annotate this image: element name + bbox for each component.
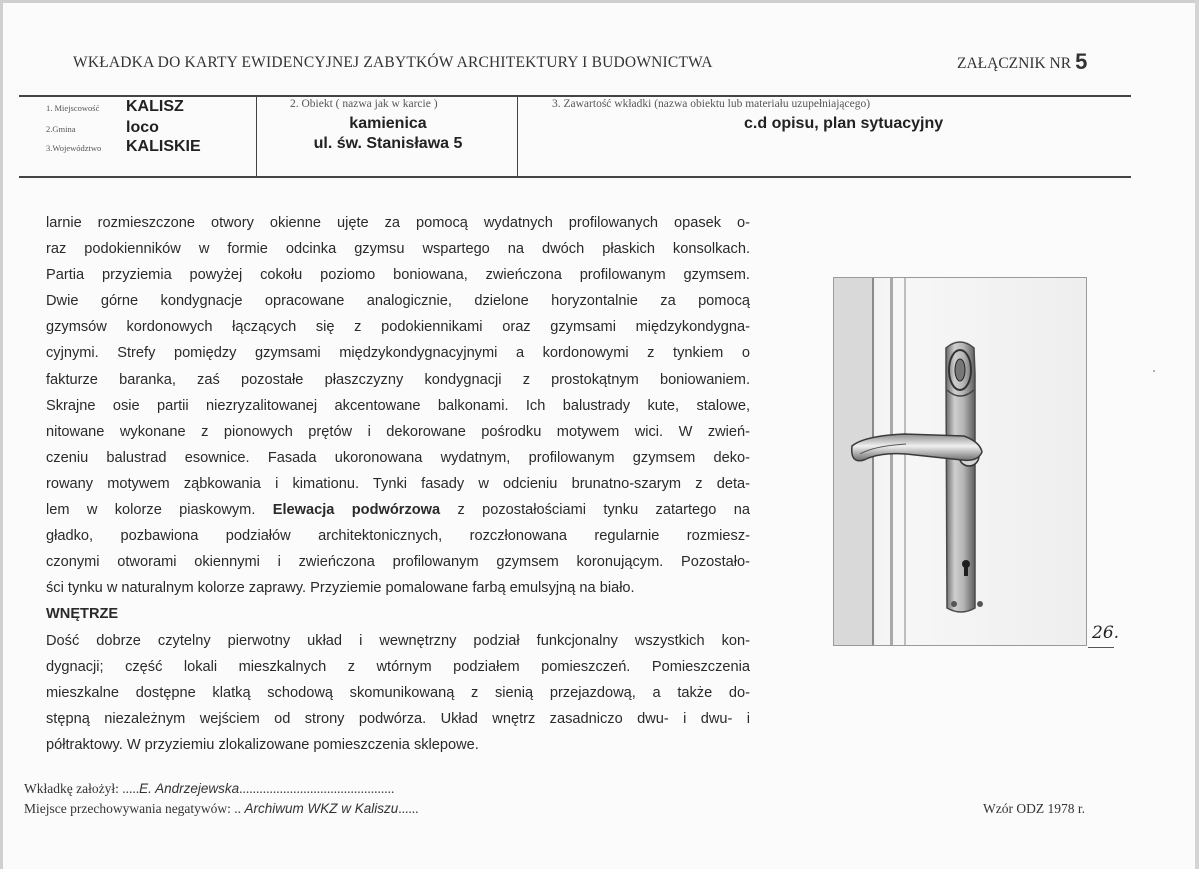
body-line: półtraktowy. W przyziemiu zlokalizowane pomieszczenia sklepowe. xyxy=(46,736,479,753)
field-object-value-line1: kamienica xyxy=(349,115,427,132)
body-line-courtyard xyxy=(46,497,750,523)
header-rule-top xyxy=(19,95,1131,97)
body-line: gzymsów kordonowych łączących się z podokiennikami oraz gzymsami międzykondygna- xyxy=(46,319,750,336)
field-object-value-line2: ul. św. Stanisława 5 xyxy=(313,135,463,152)
frame-edge-left xyxy=(0,0,3,869)
header-rule-bottom xyxy=(19,176,1131,178)
interior-heading: WNĘTRZE xyxy=(46,606,119,623)
body-line: gładko, pozbawiona podziałów architektonicznych, rozczłonowana regularnie rozmiesz- xyxy=(46,528,750,545)
field-voivodeship xyxy=(46,138,201,156)
courtyard-elevation-heading: Elewacja podwórzowa xyxy=(272,502,441,519)
field-object-label: 2. Obiekt ( nazwa jak w karcie ) xyxy=(290,98,438,110)
field-commune xyxy=(46,119,159,137)
footer-storage xyxy=(24,801,418,817)
attachment-number-value: 5 xyxy=(1075,49,1088,74)
body-line-courtyard-after: z pozostałościami tynku zatartego na xyxy=(440,502,750,519)
body-line: rowany motywem ząbkowania i kimationu. Tynki fasady w odcieniu brunatno-szarym z deta- xyxy=(46,475,750,492)
body-line: Partia przyziemia powyżej cokołu poziomo boniowana, zwieńczona profilowanym gzymsem. xyxy=(46,267,750,284)
field-voivodeship-label: 3.Województwo xyxy=(46,143,102,153)
field-divider-1 xyxy=(256,96,257,177)
form-template-id: Wzór ODZ 1978 r. xyxy=(983,801,1085,816)
footer-author xyxy=(24,781,394,797)
body-line-courtyard-before: lem w kolorze piaskowym. xyxy=(46,502,273,519)
footer-author-dots: .............................................. xyxy=(239,781,395,796)
footer-author-label: Wkładkę założył: ..... xyxy=(24,781,140,796)
field-commune-label: 2.Gmina xyxy=(46,124,76,134)
footer-author-value: E. Andrzejewska xyxy=(139,781,240,796)
body-line: ści tynku w naturalnym kolorze zaprawy. Przyziemie pomalowane farbą emulsyjną na biało. xyxy=(46,580,635,597)
photo-number-underline xyxy=(1088,647,1114,648)
footer-storage-value: Archiwum WKZ w Kaliszu xyxy=(244,801,399,816)
field-location-value: KALISZ xyxy=(126,98,184,115)
field-commune-value: loco xyxy=(126,119,159,136)
footer-storage-dots: ...... xyxy=(398,801,419,816)
field-location xyxy=(46,98,184,116)
field-contents-label: 3. Zawartość wkładki (nazwa obiektu lub materiału uzupełniającego) xyxy=(552,98,871,110)
paper-speck xyxy=(1153,370,1155,372)
door-handle-photo xyxy=(833,277,1087,646)
field-voivodeship-value: KALISKIE xyxy=(126,138,201,155)
body-line: stępną niezależnym wejściem od strony podwórza. Układ wnętrz zasadniczo dwu- i dwu- i xyxy=(46,710,750,727)
attachment-number xyxy=(957,48,1087,74)
photo-number: 26. xyxy=(1092,623,1120,643)
body-line: czonymi otworami okiennymi i zwieńczona profilowanym gzymsem koronującym. Pozostało- xyxy=(46,554,750,571)
body-line: Dość dobrze czytelny pierwotny układ i wewnętrzny podział funkcjonalny wszystkich kon- xyxy=(46,632,750,649)
body-line: dygnacji; część lokali mieszkalnych z wtórnym podziałem pomieszczeń. Pomieszczenia xyxy=(46,658,750,675)
body-line: Dwie górne kondygnacje opracowane analogicznie, dzielone horyzontalnie za pomocą xyxy=(46,293,750,310)
body-line: larnie rozmieszczone otwory okienne ujęte za pomocą wydatnych profilowanych opasek o- xyxy=(46,215,750,231)
body-line: mieszkalne dostępne klatką schodową skomunikowaną z sienią przejazdową, a także do- xyxy=(46,684,750,701)
description-text xyxy=(46,210,750,758)
body-line: raz podokienników w formie odcinka gzymsu wspartego na dwóch płaskich konsolkach. xyxy=(46,241,750,258)
footer-storage-label: Miejsce przechowywania negatywów: .. xyxy=(24,801,245,816)
door-handle-image xyxy=(834,278,1086,645)
field-location-label: 1. Miejscowość xyxy=(46,103,100,113)
body-line: cyjnymi. Strefy pomiędzy gzymsami międzykondygnacyjnymi a kordonowymi z tynkiem o xyxy=(46,345,750,362)
body-line: Skrajne osie partii niezryzalitowanej akcentowane balkonami. Ich balustrady kute, stalowe, xyxy=(46,397,750,414)
frame-edge-right xyxy=(1195,0,1199,869)
body-line: czeniu balustrad esownice. Fasada ukoronowana wydatnym, profilowanym gzymsem deko- xyxy=(46,449,750,466)
attachment-label: ZAŁĄCZNIK NR xyxy=(957,55,1072,72)
field-contents-value: c.d opisu, plan sytuacyjny xyxy=(744,115,944,132)
body-line: nitowane wykonane z pionowych prętów i dekorowane pośrodku motywem wici. W zwień- xyxy=(46,423,750,440)
body-line: fakturze baranka, zaś pozostałe płaszczyzny kondygnacji z prostokątnym boniowaniem. xyxy=(46,371,750,388)
card-title: WKŁADKA DO KARTY EWIDENCYJNEJ ZABYTKÓW ARCHITEKTURY I BUDOWNICTWA xyxy=(73,54,713,71)
frame-edge-top xyxy=(0,0,1199,3)
